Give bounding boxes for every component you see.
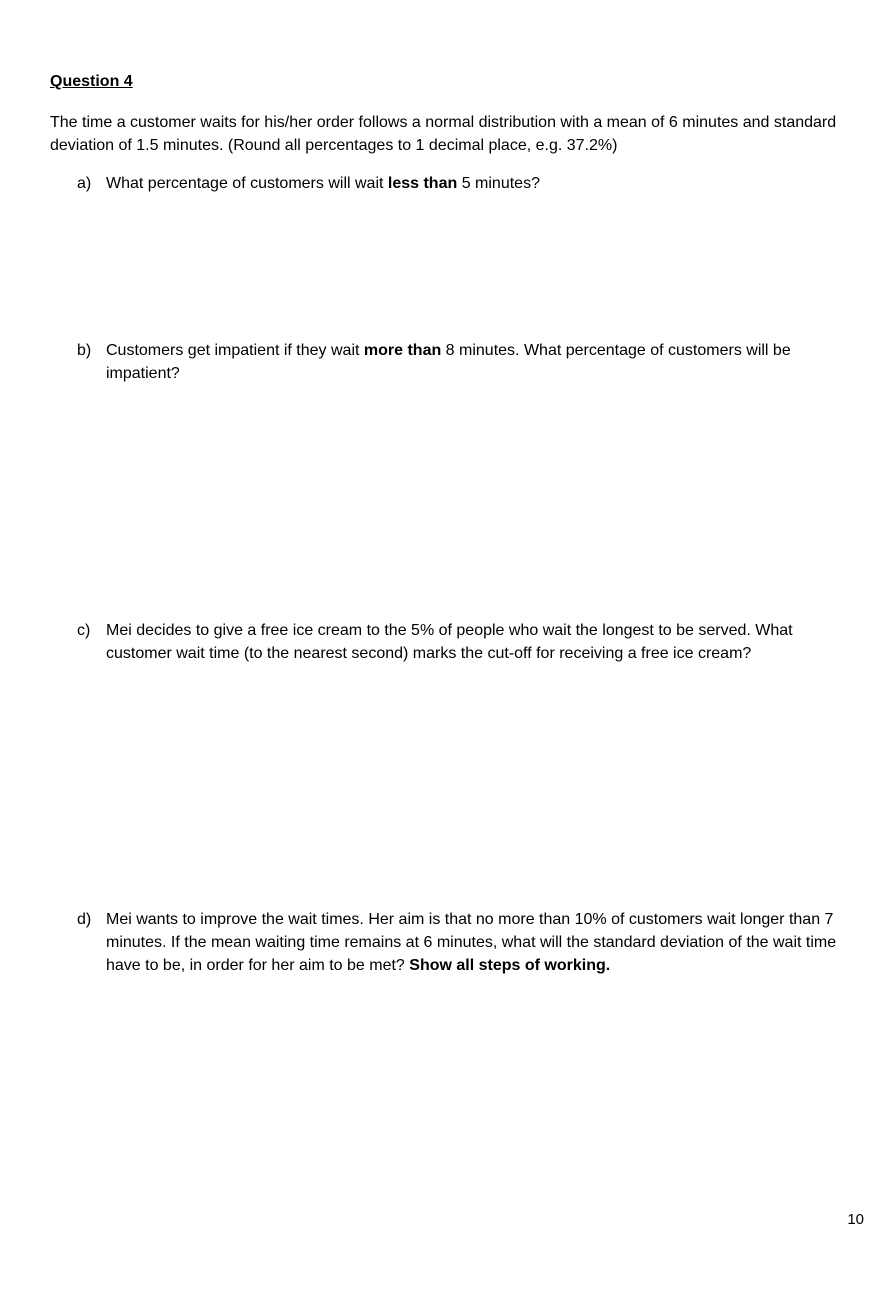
question-title: Question 4 [50,73,133,90]
part-a-text-pre: What percentage of customers will wait [106,175,388,192]
part-b-letter: b) [77,342,92,359]
part-d [77,908,852,977]
part-d-emphasis: Show all steps of working. [409,957,611,974]
part-a-text-post: 5 minutes? [457,175,540,192]
part-c-letter: c) [77,622,91,639]
part-b [77,339,852,385]
part-a-emphasis: less than [387,175,458,192]
page-number: 10 [847,1211,864,1228]
part-a-letter: a) [77,175,92,192]
part-b-text [106,339,852,385]
part-b-text-pre: Customers get impatient if they wait [106,342,364,359]
part-a-text [106,172,852,195]
part-d-text [106,908,852,977]
part-c-text: Mei decides to give a free ice cream to the 5% of people who wait the longest to be served. What customer wait time (to the nearest second) marks the cut-off for receiving a free ice cream? [106,622,793,662]
part-d-letter: d) [77,911,92,928]
part-b-emphasis: more than [363,342,442,359]
part-c [77,619,852,665]
question-intro: The time a customer waits for his/her order follows a normal distribution with a mean of 6 minutes and standard deviation of 1.5 minutes. (Round all percentages to 1 decimal place, e.g. 37.2%) [50,114,837,154]
part-b-text-post: 8 minutes. What percentage of customers will be impatient? [106,342,791,382]
part-a [77,172,852,195]
part-d-text-pre: Mei wants to improve the wait times. Her aim is that no more than 10% of customers wait longer than 7 minutes. If the mean waiting time remains at 6 minutes, what will the standard deviation of the wait time have to be, in order for her aim to be met? [106,911,837,974]
